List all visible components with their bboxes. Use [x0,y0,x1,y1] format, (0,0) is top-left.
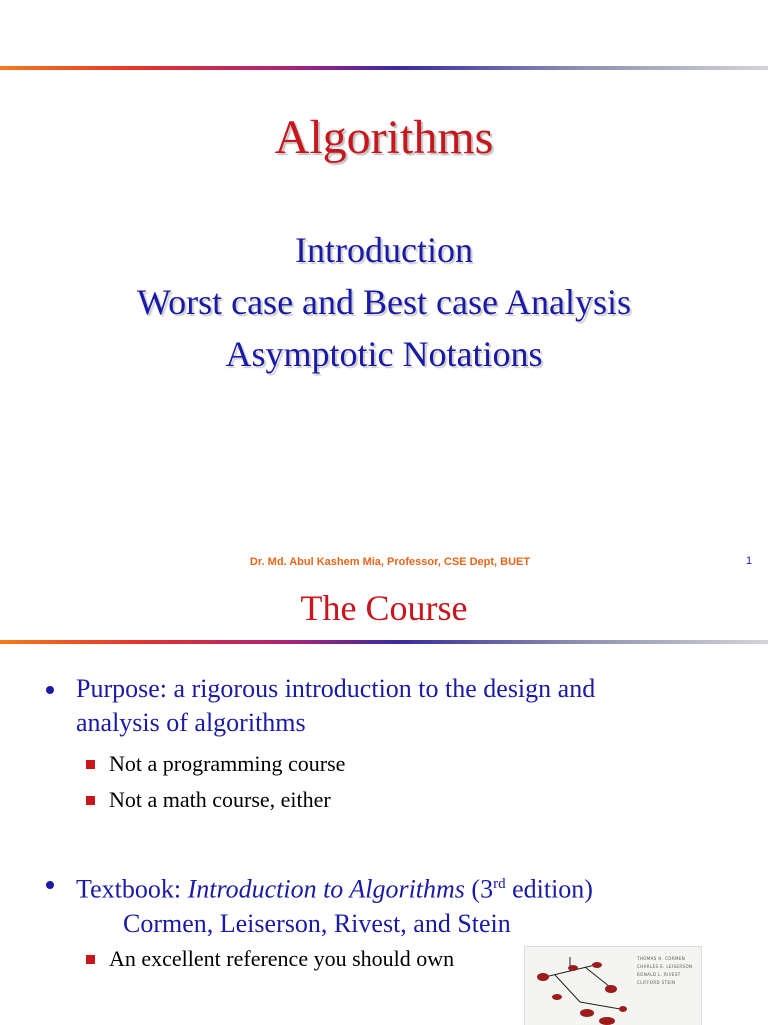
textbook-authors: Cormen, Leiserson, Rivest, and Stein [123,908,511,938]
subtitle-line-1: Introduction [295,230,473,270]
slide-title: Algorithms [274,111,494,164]
purpose-line-2: analysis of algorithms [76,708,306,737]
textbook-edition-close: edition) [505,874,593,904]
square-bullet-icon [86,796,95,805]
textbook-edition-sup: rd [493,876,506,892]
subtitle-line-2: Worst case and Best case Analysis [137,282,631,322]
course-gradient-bar [0,640,768,644]
book-cover-authors: THOMAS H. CORMEN CHARLES E. LEISERSON RONALD L. RIVEST CLIFFORD STEIN [637,956,693,985]
footer-author: Dr. Md. Abul Kashem Mia, Professor, CSE Dept, BUET [249,556,531,568]
top-gradient-bar [0,66,768,70]
bullet-dot-icon [46,686,54,694]
sub-bullet-reference: An excellent reference you should own [86,944,506,974]
square-bullet-icon [86,955,95,964]
square-bullet-icon [86,760,95,769]
page-number: 1 [746,555,753,567]
sub-bullet-not-programming: Not a programming course [86,749,506,779]
slide-subtitle [0,224,768,380]
textbook-cover-image [524,946,702,1025]
sub-bullet-not-math: Not a math course, either [86,785,506,815]
textbook-title: Introduction to Algorithms [187,874,465,904]
bullet-textbook [46,867,736,941]
bullet-dot-icon [46,881,54,889]
course-slide-title: The Course [300,588,468,628]
purpose-line-1: Purpose: a rigorous introduction to the design and [76,674,596,703]
subtitle-line-3: Asymptotic Notations [225,334,543,374]
textbook-edition-open: (3 [464,874,494,904]
bullet-purpose [46,672,736,740]
textbook-prefix: Textbook: [76,874,188,904]
